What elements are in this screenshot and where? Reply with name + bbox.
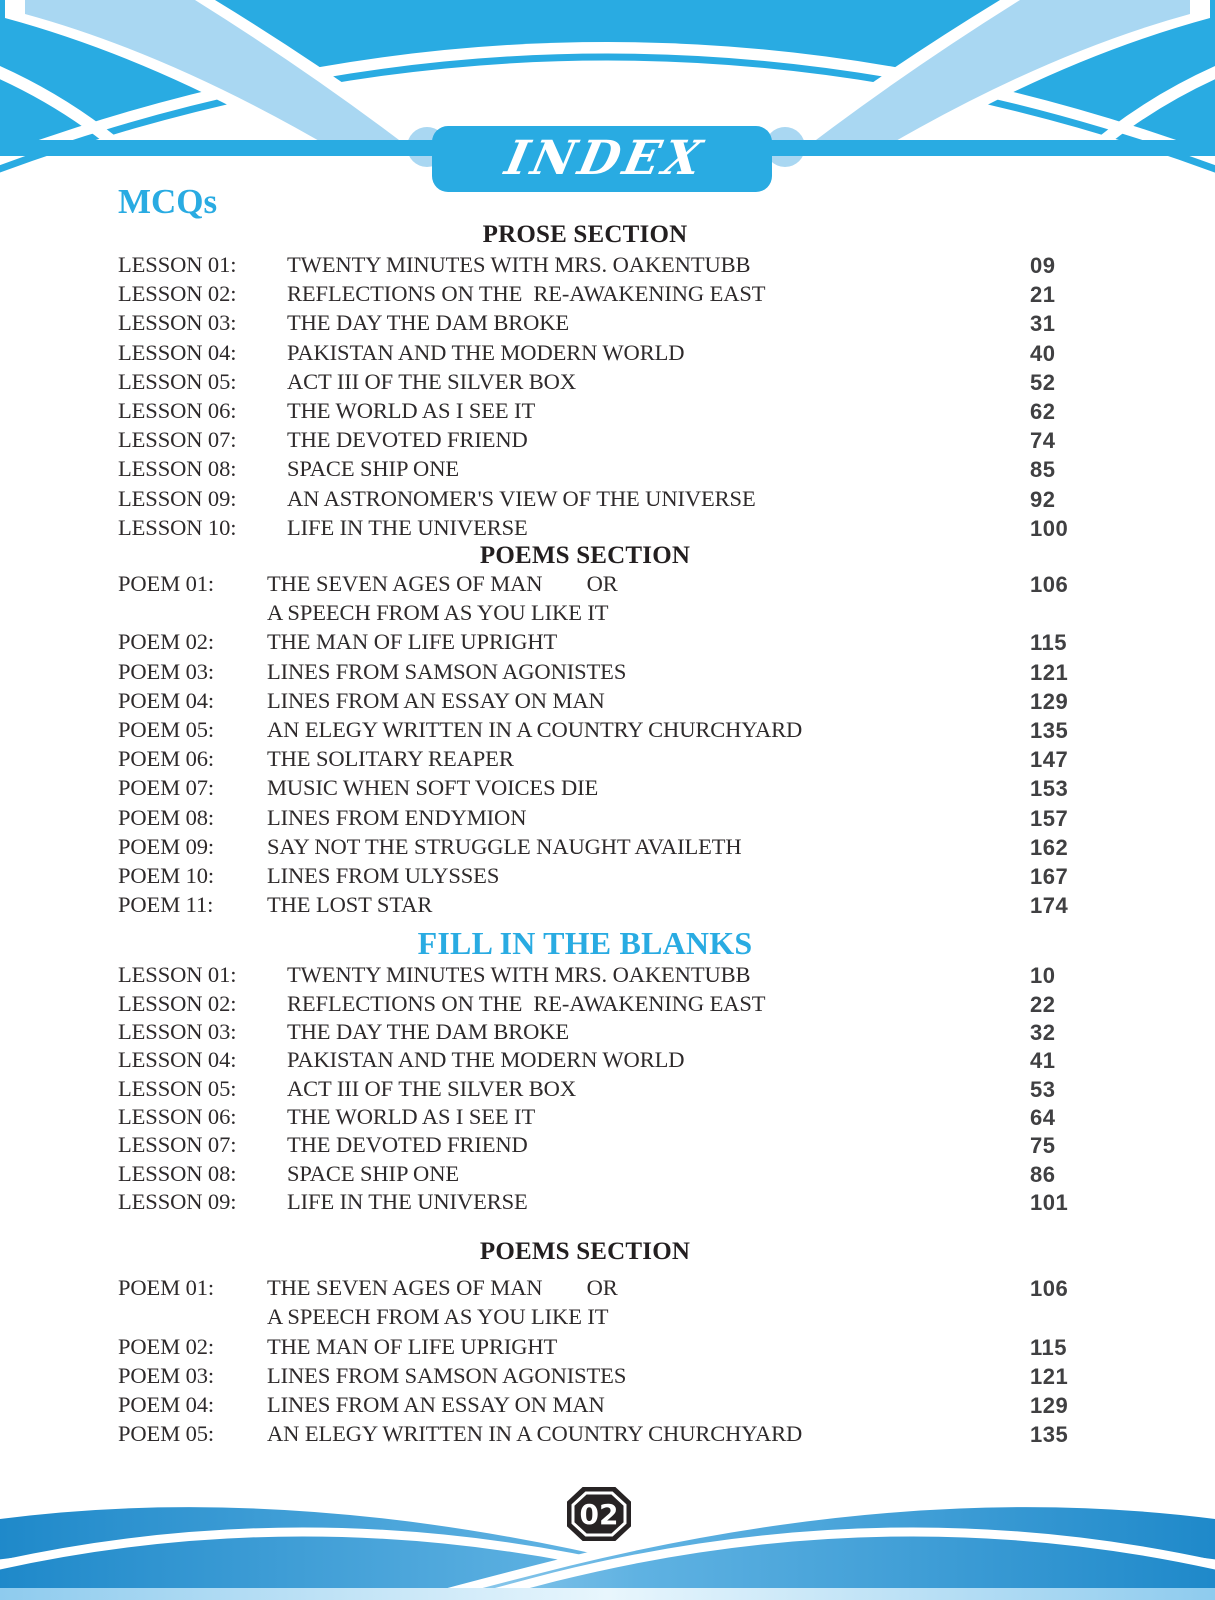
toc-entry-titles [287,1018,569,1046]
toc-entry-title: LINES FROM SAMSON AGONISTES [267,658,627,684]
toc-entry-page: 53 [1030,1076,1215,1600]
section-heading: POEMS SECTION [479,542,691,570]
toc-entry-titles [287,1075,576,1103]
toc-entry-label: LESSON 07: [118,1132,237,1158]
toc-entry-page: 31 [1030,309,1215,1600]
toc-entry [0,250,1215,279]
toc-entry-title: SPACE SHIP ONE [287,456,459,482]
toc-entry [0,1075,1215,1103]
toc-entry-title: REFLECTIONS ON THE RE-AWAKENING EAST [287,990,766,1016]
toc-entry-label: POEM 05: [118,1421,215,1447]
toc-entry-title-line2: A SPEECH FROM AS YOU LIKE IT [267,600,609,626]
toc-entry-title: LIFE IN THE UNIVERSE [287,1188,528,1214]
toc-entry-page: 32 [1030,1019,1215,1600]
toc-entry-title: THE WORLD AS I SEE IT [287,398,536,424]
toc-entry-titles [287,990,765,1018]
toc-entry-page: 106 [1030,570,1215,1600]
toc-entry-title: PAKISTAN AND THE MODERN WORLD [287,1047,685,1073]
toc-entry-titles [267,803,526,832]
mcqs-heading: MCQs [118,182,218,221]
toc-entry [0,425,1215,454]
toc-entry [0,715,1215,744]
toc-entry-page: 74 [1030,426,1215,1600]
section-rows [0,961,1215,1216]
toc-entry [0,484,1215,513]
toc-entry-titles [267,569,618,627]
toc-entry-page: 09 [1030,251,1215,1600]
toc-entry-label: LESSON 01: [118,252,237,277]
toc-entry [0,1390,1215,1419]
toc-section [0,542,1215,919]
toc-entry-label: LESSON 02: [118,990,237,1016]
toc-entry [0,1332,1215,1361]
toc-entry-titles [287,308,569,337]
toc-entry-label: LESSON 08: [118,456,237,482]
toc-entry-label: LESSON 04: [118,339,237,365]
toc-entry-label: POEM 04: [118,1391,215,1417]
toc-entry [0,832,1215,861]
toc-entry-label: POEM 08: [118,804,215,830]
toc-entry-title: SAY NOT THE STRUGGLE NAUGHT AVAILETH [267,833,742,859]
section-heading: PROSE SECTION [482,221,688,248]
toc-entry [0,1419,1215,1448]
toc-entry-title: AN ASTRONOMER'S VIEW OF THE UNIVERSE [287,485,756,511]
toc-entry-title: THE DAY THE DAM BROKE [287,1019,570,1045]
toc-entry [0,338,1215,367]
toc-entry-titles [267,1390,605,1419]
toc-entry-titles [287,396,535,425]
toc-entry [0,627,1215,656]
toc-entry-page: 100 [1030,514,1215,1600]
toc-entry [0,990,1215,1018]
page-number-badge-label: 02 [579,1498,619,1531]
toc-entry-titles [287,484,756,513]
toc-entry [0,308,1215,337]
toc-entry-titles [267,1273,618,1331]
toc-entry [0,1131,1215,1159]
toc-entry-page: 174 [1030,891,1215,1600]
toc-entry [0,686,1215,715]
toc-sections [0,220,1215,1448]
toc-entry-titles [287,1103,535,1131]
toc-entry [0,279,1215,308]
index-banner-title: INDEX [500,130,711,186]
toc-entry-title: PAKISTAN AND THE MODERN WORLD [287,339,685,365]
footer-decoration [0,1450,1215,1600]
toc-entry-label: POEM 10: [118,863,215,889]
toc-entry-titles [267,627,557,656]
section-rows [0,1273,1215,1448]
toc-entry-label: LESSON 06: [118,398,237,424]
toc-entry-title: LINES FROM SAMSON AGONISTES [267,1362,627,1388]
toc-entry [0,773,1215,802]
toc-entry-page: 52 [1030,368,1215,1600]
toc-entry-page: 64 [1030,1104,1215,1600]
toc-entry-titles [287,367,576,396]
toc-entry-label: POEM 02: [118,1333,215,1359]
toc-entry-title: LINES FROM ULYSSES [267,863,500,889]
toc-entry-page: 121 [1030,658,1215,1600]
toc-entry-title: LINES FROM AN ESSAY ON MAN [267,687,605,713]
toc-entry [0,890,1215,919]
toc-entry-label: LESSON 08: [118,1160,237,1186]
toc-entry [0,961,1215,989]
toc-entry-title: MUSIC WHEN SOFT VOICES DIE [267,775,599,801]
toc-entry-title: THE DAY THE DAM BROKE [287,310,570,336]
toc-entry-page: 162 [1030,833,1215,1600]
toc-entry-page: 135 [1030,716,1215,1600]
toc-entry-label: POEM 01: [118,1275,215,1301]
toc-entry-titles [267,1361,626,1390]
toc-entry-label: POEM 01: [118,571,215,597]
toc-entry [0,1103,1215,1131]
toc-entry-title: LINES FROM ENDYMION [267,804,527,830]
toc-entry-page: 153 [1030,774,1215,1600]
toc-entry-titles [287,425,528,454]
toc-entry-page: 121 [1030,1362,1215,1600]
toc-entry-titles [287,454,459,483]
toc-entry-page: 86 [1030,1161,1215,1600]
toc-entry-title: TWENTY MINUTES WITH MRS. OAKENTUBB [287,962,751,988]
toc-entry-title: THE MAN OF LIFE UPRIGHT [267,629,558,655]
toc-entry [0,1188,1215,1216]
section-rows [0,250,1215,542]
toc-entry-title: TWENTY MINUTES WITH MRS. OAKENTUBB [287,252,751,277]
toc-entry-title: AN ELEGY WRITTEN IN A COUNTRY CHURCHYARD [267,717,803,743]
toc-section [0,220,1215,542]
toc-entry-label: POEM 03: [118,658,215,684]
toc-entry-title: THE SEVEN AGES OF MAN OR [267,1275,618,1301]
toc-section [0,925,1215,1216]
toc-entry-page: 106 [1030,1274,1215,1600]
toc-entry-title: THE SOLITARY REAPER [267,746,514,772]
toc-entry-label: POEM 07: [118,775,215,801]
toc-entry-titles [287,250,750,279]
toc-entry-page: 40 [1030,339,1215,1600]
toc-entry [0,396,1215,425]
toc-entry-title: THE DEVOTED FRIEND [287,427,528,453]
section-rows [0,569,1215,919]
toc-entry [0,803,1215,832]
toc-entry-titles [267,657,626,686]
toc-entry-label: POEM 05: [118,717,215,743]
toc-entry-page: 92 [1030,485,1215,1600]
toc-entry-titles [287,1131,528,1159]
toc-entry-label: LESSON 09: [118,485,237,511]
toc-entry-label: POEM 04: [118,687,215,713]
toc-entry-title: LIFE IN THE UNIVERSE [287,514,528,540]
toc-entry [0,569,1215,627]
page-number-badge [568,1488,630,1540]
toc-entry [0,454,1215,483]
toc-entry-page: 75 [1030,1132,1215,1600]
toc-entry-label: LESSON 01: [118,962,237,988]
toc-entry-page: 85 [1030,455,1215,1600]
toc-entry-page: 115 [1030,1333,1215,1600]
toc-entry-label: LESSON 10: [118,514,237,540]
toc-entry-label: POEM 02: [118,629,215,655]
toc-entry-titles [287,513,528,542]
toc-entry-page: 167 [1030,862,1215,1600]
toc-entry-page: 147 [1030,745,1215,1600]
toc-entry [0,1361,1215,1390]
toc-entry-titles [267,773,598,802]
toc-entry-label: POEM 06: [118,746,215,772]
toc-entry-title: ACT III OF THE SILVER BOX [287,1075,576,1101]
toc-entry-titles [287,1160,459,1188]
toc-entry-titles [267,832,742,861]
toc-entry-title: ACT III OF THE SILVER BOX [287,368,576,394]
toc-entry [0,744,1215,773]
toc-entry-page: 62 [1030,397,1215,1600]
toc-entry-label: LESSON 05: [118,368,237,394]
toc-entry-page: 157 [1030,804,1215,1600]
toc-entry-label: LESSON 09: [118,1188,237,1214]
toc-entry-titles [287,1046,684,1074]
toc-entry-title: LINES FROM AN ESSAY ON MAN [267,1391,605,1417]
toc-entry-title: THE MAN OF LIFE UPRIGHT [267,1333,558,1359]
toc-entry-titles [287,961,750,989]
toc-entry-title-line2: A SPEECH FROM AS YOU LIKE IT [267,1304,609,1330]
toc-entry-label: LESSON 02: [118,281,237,307]
toc-entry [0,1046,1215,1074]
toc-entry-label: LESSON 05: [118,1075,237,1101]
toc-entry [0,657,1215,686]
toc-entry [0,861,1215,890]
toc-entry-page: 129 [1030,687,1215,1600]
toc-entry-titles [267,686,605,715]
toc-entry-titles [267,715,802,744]
toc-entry-page: 135 [1030,1420,1215,1600]
toc-entry-label: LESSON 04: [118,1047,237,1073]
toc-entry-page: 22 [1030,991,1215,1600]
toc-entry-label: LESSON 06: [118,1103,237,1129]
toc-entry-label: POEM 03: [118,1362,215,1388]
toc-entry [0,1018,1215,1046]
toc-entry-title: REFLECTIONS ON THE RE-AWAKENING EAST [287,281,766,307]
toc-entry-page: 129 [1030,1391,1215,1600]
toc-entry [0,513,1215,542]
toc-entry-title: THE SEVEN AGES OF MAN OR [267,571,618,597]
toc-entry-page: 101 [1030,1189,1215,1600]
toc-entry-titles [267,1419,802,1448]
toc-entry-title: AN ELEGY WRITTEN IN A COUNTRY CHURCHYARD [267,1421,803,1447]
section-heading: POEMS SECTION [479,1238,691,1266]
section-heading: FILL IN THE BLANKS [417,925,753,962]
toc-entry-title: THE LOST STAR [267,892,433,918]
toc-entry [0,367,1215,396]
toc-entry-page: 10 [1030,962,1215,1600]
toc-entry-titles [287,1188,528,1216]
toc-entry-titles [267,890,432,919]
toc-entry-label: POEM 11: [118,892,214,918]
toc-entry-titles [267,744,514,773]
toc-entry-title: THE WORLD AS I SEE IT [287,1103,536,1129]
toc-entry [0,1160,1215,1188]
toc-entry-title: SPACE SHIP ONE [287,1160,459,1186]
toc-entry-label: POEM 09: [118,833,215,859]
toc-entry-page: 41 [1030,1047,1215,1600]
toc-entry-page: 21 [1030,280,1215,1600]
toc-entry-title: THE DEVOTED FRIEND [287,1132,528,1158]
toc-entry-label: LESSON 03: [118,310,237,336]
toc-entry [0,1273,1215,1331]
toc-entry-titles [267,861,499,890]
toc-entry-label: LESSON 07: [118,427,237,453]
toc-entry-titles [287,279,765,308]
toc-entry-titles [267,1332,557,1361]
toc-entry-label: LESSON 03: [118,1019,237,1045]
toc-entry-titles [287,338,684,367]
toc-entry-page: 115 [1030,628,1215,1600]
